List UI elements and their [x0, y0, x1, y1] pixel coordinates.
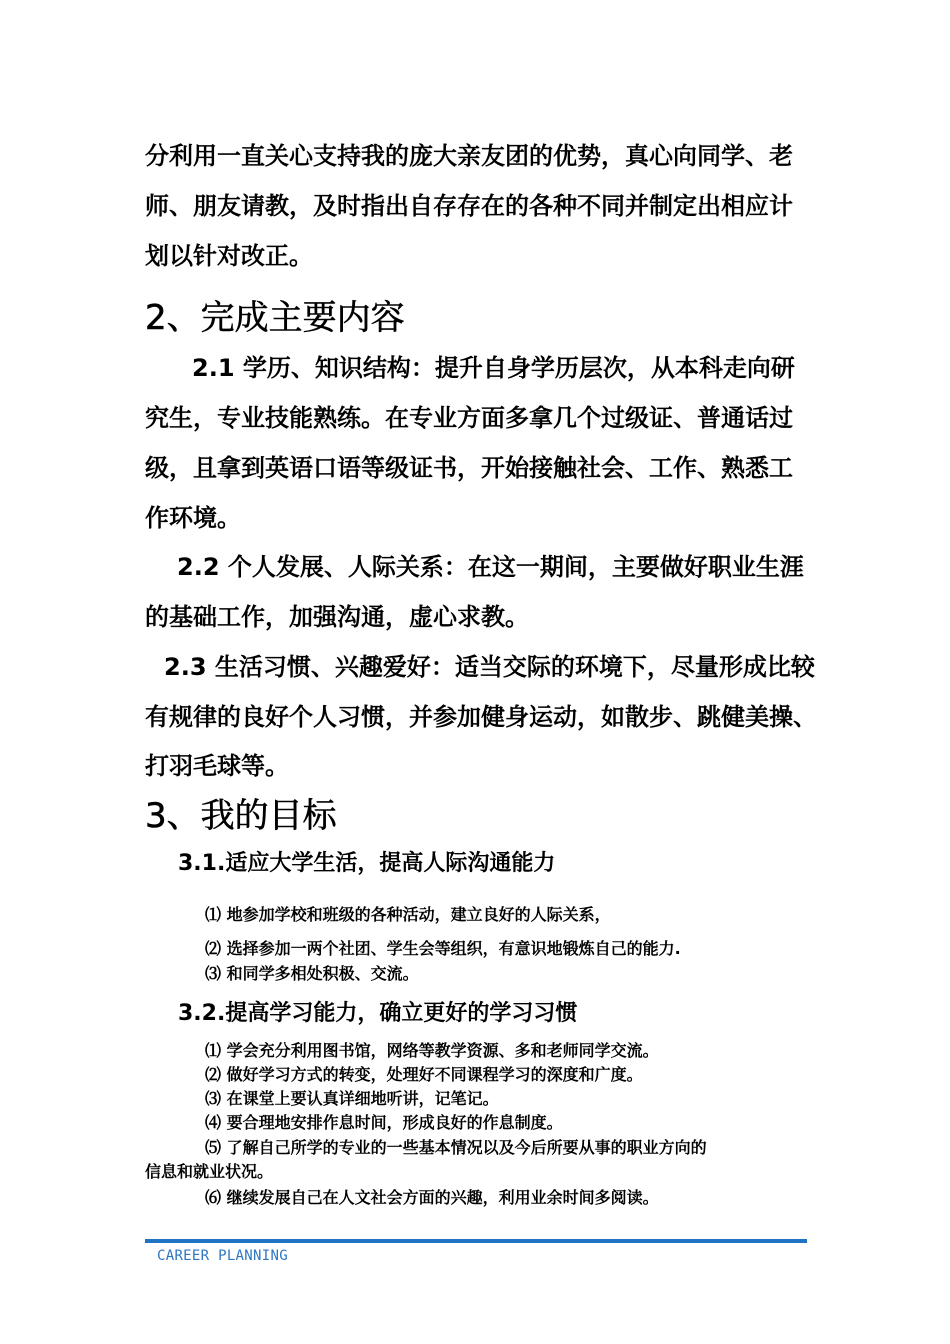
- subsection-heading: 3.1.适应大学生活，提高人际沟通能力: [178, 851, 556, 876]
- footer-label: CAREER PLANNING: [157, 1248, 288, 1264]
- list-item: ⑹ 继续发展自己在人文社会方面的兴趣，利用业余时间多阅读。: [205, 1188, 659, 1207]
- paragraph-line: 作环境。: [145, 504, 241, 532]
- paragraph-line: 2.3 生活习惯、兴趣爱好：适当交际的环境下，尽量形成比较: [164, 653, 815, 681]
- paragraph-line: 打羽毛球等。: [145, 752, 289, 780]
- list-item: 信息和就业状况。: [145, 1162, 274, 1181]
- list-item: ⑴ 地参加学校和班级的各种活动，建立良好的人际关系，: [205, 905, 611, 924]
- list-item: ⑷ 要合理地安排作息时间，形成良好的作息制度。: [205, 1113, 563, 1132]
- paragraph-line: 有规律的良好个人习惯，并参加健身运动，如散步、跳健美操、: [145, 703, 817, 731]
- paragraph-line: 师、朋友请教，及时指出自存存在的各种不同并制定出相应计: [145, 192, 793, 220]
- list-item: ⑶ 和同学多相处积极、交流。: [205, 964, 419, 983]
- paragraph-line: 划以针对改正。: [145, 242, 313, 270]
- paragraph-line: 的基础工作，加强沟通，虚心求教。: [145, 603, 529, 631]
- paragraph-line: 分利用一直关心支持我的庞大亲友团的优势，真心向同学、老: [145, 142, 793, 170]
- paragraph-line: 2.2 个人发展、人际关系：在这一期间，主要做好职业生涯: [177, 553, 804, 581]
- list-item: ⑵ 选择参加一两个社团、学生会等组织，有意识地锻炼自己的能力.: [205, 939, 681, 958]
- list-item: ⑸ 了解自己所学的专业的一些基本情况以及今后所要从事的职业方向的: [205, 1138, 707, 1157]
- section-heading: 3、我的目标: [145, 796, 337, 836]
- footer-rule: [145, 1239, 807, 1243]
- list-item: ⑶ 在课堂上要认真详细地听讲，记笔记。: [205, 1089, 499, 1108]
- paragraph-line: 2.1 学历、知识结构：提升自身学历层次，从本科走向研: [192, 354, 795, 382]
- paragraph-line: 级，且拿到英语口语等级证书，开始接触社会、工作、熟悉工: [145, 454, 793, 482]
- section-heading: 2、完成主要内容: [145, 298, 405, 338]
- list-item: ⑴ 学会充分利用图书馆，网络等教学资源、多和老师同学交流。: [205, 1041, 659, 1060]
- paragraph-line: 究生，专业技能熟练。在专业方面多拿几个过级证、普通话过: [145, 404, 793, 432]
- subsection-heading: 3.2.提高学习能力，确立更好的学习习惯: [178, 1001, 578, 1026]
- list-item: ⑵ 做好学习方式的转变，处理好不同课程学习的深度和广度。: [205, 1065, 643, 1084]
